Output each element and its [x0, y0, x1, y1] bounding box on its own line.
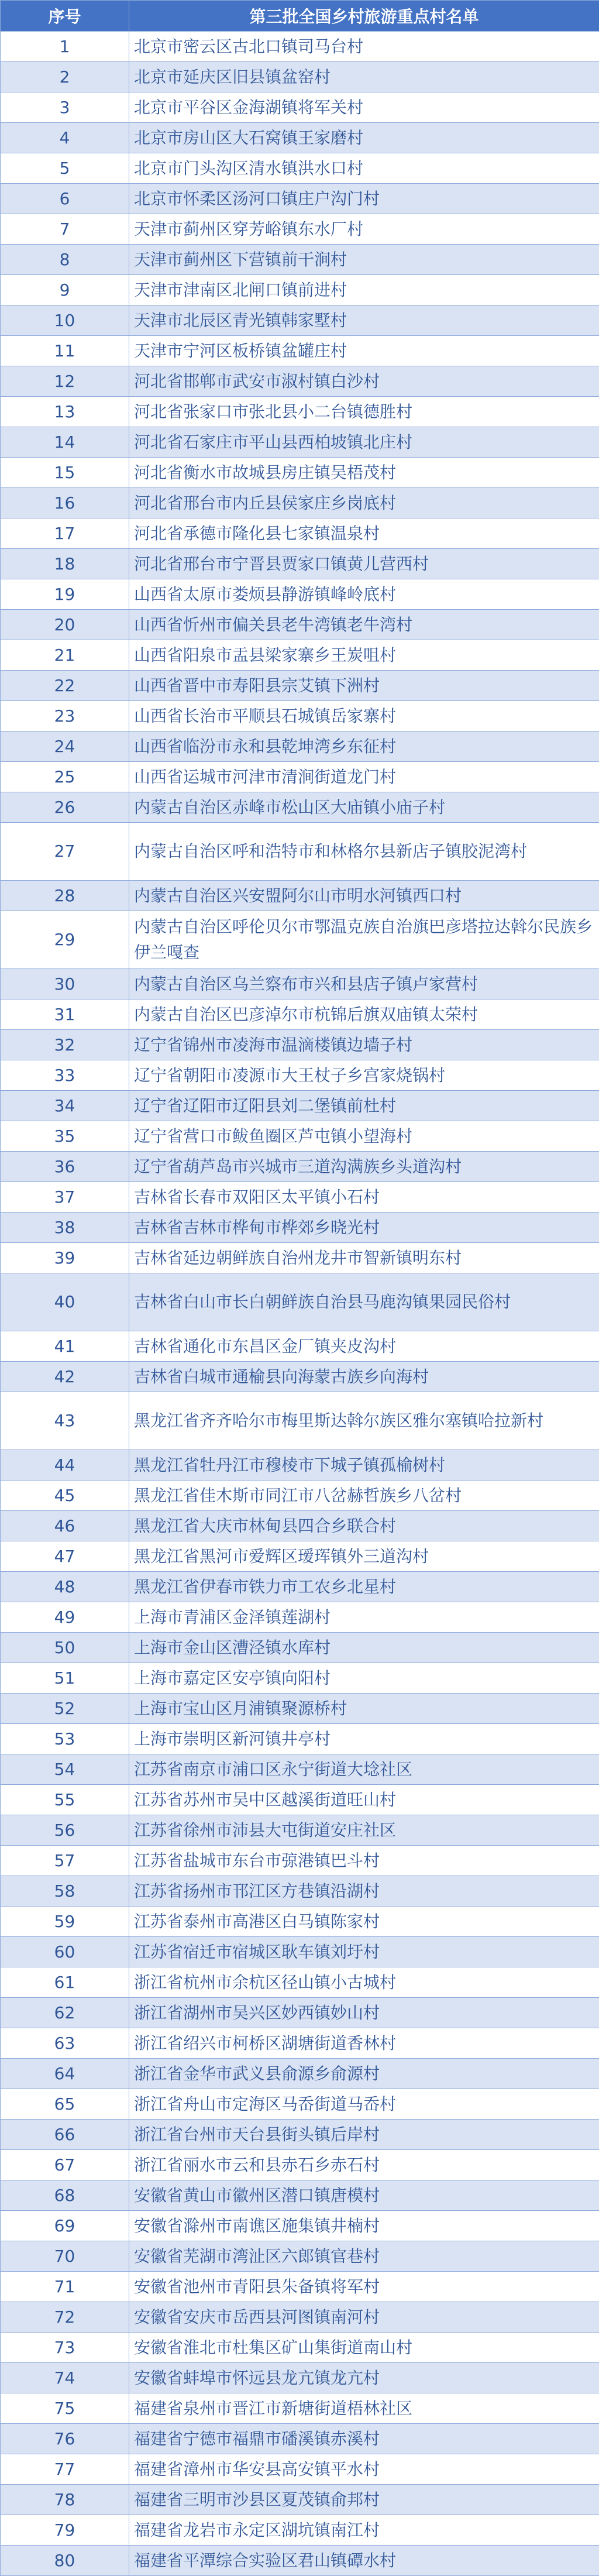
table-row	[1, 1602, 599, 1633]
table-row	[1, 1937, 599, 1967]
table-row	[1, 2333, 599, 2363]
table-row	[1, 1633, 599, 1663]
village-name-cell: 内蒙古自治区呼伦贝尔市鄂温克族自治旗巴彦塔拉达斡尔民族乡伊兰嘎查	[129, 911, 599, 969]
village-name-cell: 安徽省芜湖市湾沚区六郎镇官巷村	[129, 2241, 599, 2272]
serial-number-cell: 55	[1, 1785, 129, 1815]
village-name-cell: 江苏省宿迁市宿城区耿车镇刘圩村	[129, 1937, 599, 1967]
village-name-cell: 安徽省安庆市岳西县河图镇南河村	[129, 2302, 599, 2333]
village-name-cell: 辽宁省锦州市凌海市温滴楼镇边墙子村	[129, 1030, 599, 1060]
table-row	[1, 1213, 599, 1243]
table-row	[1, 2272, 599, 2302]
serial-number-cell: 6	[1, 184, 129, 214]
village-name-cell: 天津市蓟州区穿芳峪镇东水厂村	[129, 214, 599, 245]
serial-number-cell: 4	[1, 123, 129, 153]
village-name-cell: 浙江省绍兴市柯桥区湖塘街道香林村	[129, 2028, 599, 2059]
village-name-cell: 安徽省蚌埠市怀远县龙亢镇龙亢村	[129, 2363, 599, 2393]
serial-number-cell: 52	[1, 1694, 129, 1724]
serial-number-cell: 30	[1, 969, 129, 1000]
village-name-cell: 黑龙江省大庆市林甸县四合乡联合村	[129, 1511, 599, 1541]
serial-number-cell: 68	[1, 2180, 129, 2211]
table-row	[1, 2059, 599, 2089]
table-row	[1, 2089, 599, 2120]
table-row	[1, 397, 599, 427]
table-row	[1, 2546, 599, 2576]
village-name-cell: 江苏省苏州市吴中区越溪街道旺山村	[129, 1785, 599, 1815]
table-row	[1, 1331, 599, 1362]
table-row	[1, 153, 599, 184]
table-row	[1, 1998, 599, 2028]
village-name-cell: 天津市蓟州区下营镇前干涧村	[129, 245, 599, 275]
serial-number-cell: 23	[1, 701, 129, 731]
table-row	[1, 123, 599, 153]
serial-number-cell: 16	[1, 488, 129, 518]
serial-number-cell: 50	[1, 1633, 129, 1663]
village-name-cell: 吉林省白城市通榆县向海蒙古族乡向海村	[129, 1362, 599, 1392]
table-row	[1, 1541, 599, 1572]
village-name-cell: 吉林省白山市长白朝鲜族自治县马鹿沟镇果园民俗村	[129, 1273, 599, 1331]
table-row	[1, 1091, 599, 1121]
serial-number-cell: 22	[1, 671, 129, 701]
table-row	[1, 1907, 599, 1937]
table-row	[1, 2363, 599, 2393]
village-name-cell: 浙江省杭州市余杭区径山镇小古城村	[129, 1967, 599, 1998]
village-name-cell: 黑龙江省黑河市爱辉区瑷珲镇外三道沟村	[129, 1541, 599, 1572]
village-name-cell: 北京市房山区大石窝镇王家磨村	[129, 123, 599, 153]
village-name-cell: 河北省衡水市故城县房庄镇吴梧茂村	[129, 458, 599, 488]
table-row	[1, 2424, 599, 2454]
serial-number-cell: 3	[1, 92, 129, 123]
table-row	[1, 2485, 599, 2515]
serial-number-cell: 42	[1, 1362, 129, 1392]
serial-number-cell: 76	[1, 2424, 129, 2454]
village-name-cell: 安徽省淮北市杜集区矿山集街道南山村	[129, 2333, 599, 2363]
table-row	[1, 671, 599, 701]
serial-number-cell: 38	[1, 1213, 129, 1243]
table-row	[1, 1362, 599, 1392]
serial-number-cell: 37	[1, 1182, 129, 1213]
serial-number-cell: 61	[1, 1967, 129, 1998]
serial-number-cell: 14	[1, 427, 129, 458]
village-name-cell: 河北省邢台市宁晋县贾家口镇黄儿营西村	[129, 549, 599, 579]
table-row	[1, 911, 599, 969]
serial-number-cell: 72	[1, 2302, 129, 2333]
serial-number-cell: 47	[1, 1541, 129, 1572]
serial-number-cell: 15	[1, 458, 129, 488]
table-row	[1, 1060, 599, 1091]
village-name-cell: 天津市宁河区板桥镇盆罐庄村	[129, 336, 599, 366]
serial-number-cell: 57	[1, 1846, 129, 1876]
table-row	[1, 2150, 599, 2180]
village-name-cell: 北京市密云区古北口镇司马台村	[129, 32, 599, 62]
table-row	[1, 1243, 599, 1273]
serial-number-cell: 74	[1, 2363, 129, 2393]
serial-number-cell: 10	[1, 305, 129, 336]
serial-number-cell: 51	[1, 1663, 129, 1694]
serial-number-cell: 17	[1, 518, 129, 549]
table-row	[1, 92, 599, 123]
serial-number-cell: 65	[1, 2089, 129, 2120]
table-body	[1, 32, 599, 2576]
village-name-cell: 天津市津南区北闸口镇前进村	[129, 275, 599, 305]
serial-number-cell: 40	[1, 1273, 129, 1331]
village-name-cell: 辽宁省营口市鲅鱼圈区芦屯镇小望海村	[129, 1121, 599, 1152]
serial-number-cell: 5	[1, 153, 129, 184]
serial-number-cell: 59	[1, 1907, 129, 1937]
serial-number-cell: 13	[1, 397, 129, 427]
table-row	[1, 1273, 599, 1331]
table-row	[1, 427, 599, 458]
village-name-cell: 黑龙江省齐齐哈尔市梅里斯达斡尔族区雅尔塞镇哈拉新村	[129, 1392, 599, 1450]
table-row	[1, 640, 599, 671]
serial-number-cell: 46	[1, 1511, 129, 1541]
serial-number-cell: 2	[1, 62, 129, 92]
village-name-cell: 内蒙古自治区兴安盟阿尔山市明水河镇西口村	[129, 881, 599, 911]
table-row	[1, 2454, 599, 2485]
village-name-cell: 山西省忻州市偏关县老牛湾镇老牛湾村	[129, 610, 599, 640]
serial-number-cell: 80	[1, 2546, 129, 2576]
serial-number-cell: 18	[1, 549, 129, 579]
serial-number-cell: 43	[1, 1392, 129, 1450]
village-name-cell: 内蒙古自治区呼和浩特市和林格尔县新店子镇胶泥湾村	[129, 823, 599, 881]
village-name-cell: 福建省漳州市华安县高安镇平水村	[129, 2454, 599, 2485]
table-row	[1, 2028, 599, 2059]
village-name-cell: 内蒙古自治区巴彦淖尔市杭锦后旗双庙镇太荣村	[129, 1000, 599, 1030]
serial-number-cell: 60	[1, 1937, 129, 1967]
serial-number-cell: 71	[1, 2272, 129, 2302]
table-row	[1, 62, 599, 92]
village-name-cell: 山西省太原市娄烦县静游镇峰岭底村	[129, 579, 599, 610]
serial-number-cell: 75	[1, 2393, 129, 2424]
serial-number-cell: 21	[1, 640, 129, 671]
village-name-cell: 内蒙古自治区乌兰察布市兴和县店子镇卢家营村	[129, 969, 599, 1000]
village-name-cell: 浙江省台州市天台县街头镇后岸村	[129, 2120, 599, 2150]
village-name-cell: 福建省宁德市福鼎市磻溪镇赤溪村	[129, 2424, 599, 2454]
table-row	[1, 549, 599, 579]
table-row	[1, 336, 599, 366]
serial-number-cell: 31	[1, 1000, 129, 1030]
village-name-cell: 北京市门头沟区清水镇洪水口村	[129, 153, 599, 184]
village-name-cell: 黑龙江省伊春市铁力市工农乡北星村	[129, 1572, 599, 1602]
serial-number-cell: 1	[1, 32, 129, 62]
serial-number-cell: 44	[1, 1450, 129, 1481]
serial-number-cell: 56	[1, 1815, 129, 1846]
village-name-cell: 浙江省金华市武义县俞源乡俞源村	[129, 2059, 599, 2089]
table-row	[1, 1152, 599, 1182]
village-name-cell: 河北省邯郸市武安市淑村镇白沙村	[129, 366, 599, 397]
village-name-cell: 吉林省通化市东昌区金厂镇夹皮沟村	[129, 1331, 599, 1362]
serial-number-cell: 64	[1, 2059, 129, 2089]
table-row	[1, 579, 599, 610]
village-name-cell: 上海市崇明区新河镇井亭村	[129, 1724, 599, 1754]
header-list-title: 第三批全国乡村旅游重点村名单	[129, 1, 599, 32]
table-row	[1, 2302, 599, 2333]
serial-number-cell: 67	[1, 2150, 129, 2180]
serial-number-cell: 11	[1, 336, 129, 366]
village-name-cell: 河北省承德市隆化县七家镇温泉村	[129, 518, 599, 549]
header-serial-number: 序号	[1, 1, 129, 32]
serial-number-cell: 69	[1, 2211, 129, 2241]
table-row	[1, 488, 599, 518]
village-name-cell: 上海市金山区漕泾镇水库村	[129, 1633, 599, 1663]
village-name-cell: 上海市青浦区金泽镇莲湖村	[129, 1602, 599, 1633]
table-row	[1, 881, 599, 911]
serial-number-cell: 79	[1, 2515, 129, 2546]
table-row	[1, 792, 599, 823]
table-row	[1, 1846, 599, 1876]
village-name-cell: 北京市平谷区金海湖镇将军关村	[129, 92, 599, 123]
serial-number-cell: 39	[1, 1243, 129, 1273]
table-row	[1, 1724, 599, 1754]
table-row	[1, 1030, 599, 1060]
serial-number-cell: 41	[1, 1331, 129, 1362]
village-name-cell: 北京市延庆区旧县镇盆窑村	[129, 62, 599, 92]
table-row	[1, 2241, 599, 2272]
village-name-cell: 江苏省盐城市东台市弶港镇巴斗村	[129, 1846, 599, 1876]
village-name-cell: 河北省张家口市张北县小二台镇德胜村	[129, 397, 599, 427]
village-name-cell: 河北省邢台市内丘县侯家庄乡岗底村	[129, 488, 599, 518]
table-row	[1, 366, 599, 397]
table-row	[1, 731, 599, 762]
village-name-cell: 吉林省延边朝鲜族自治州龙井市智新镇明东村	[129, 1243, 599, 1273]
village-name-cell: 福建省三明市沙县区夏茂镇俞邦村	[129, 2485, 599, 2515]
village-name-cell: 辽宁省辽阳市辽阳县刘二堡镇前杜村	[129, 1091, 599, 1121]
village-name-cell: 福建省平潭综合实验区君山镇磹水村	[129, 2546, 599, 2576]
village-name-cell: 浙江省丽水市云和县赤石乡赤石村	[129, 2150, 599, 2180]
serial-number-cell: 24	[1, 731, 129, 762]
table-row	[1, 305, 599, 336]
table-header-row	[1, 1, 599, 32]
table-row	[1, 1785, 599, 1815]
table-row	[1, 1511, 599, 1541]
table-row	[1, 1663, 599, 1694]
table-row	[1, 275, 599, 305]
serial-number-cell: 54	[1, 1754, 129, 1785]
village-name-cell: 安徽省黄山市徽州区潜口镇唐模村	[129, 2180, 599, 2211]
table-row	[1, 2180, 599, 2211]
village-name-cell: 山西省临汾市永和县乾坤湾乡东征村	[129, 731, 599, 762]
village-name-cell: 吉林省长春市双阳区太平镇小石村	[129, 1182, 599, 1213]
table-row	[1, 1182, 599, 1213]
village-name-cell: 吉林省吉林市桦甸市桦郊乡晓光村	[129, 1213, 599, 1243]
village-name-cell: 山西省长治市平顺县石城镇岳家寨村	[129, 701, 599, 731]
serial-number-cell: 73	[1, 2333, 129, 2363]
serial-number-cell: 36	[1, 1152, 129, 1182]
table-row	[1, 1000, 599, 1030]
village-name-cell: 内蒙古自治区赤峰市松山区大庙镇小庙子村	[129, 792, 599, 823]
serial-number-cell: 78	[1, 2485, 129, 2515]
table-row	[1, 32, 599, 62]
village-name-cell: 辽宁省朝阳市凌源市大王杖子乡宫家烧锅村	[129, 1060, 599, 1091]
serial-number-cell: 28	[1, 881, 129, 911]
village-name-cell: 天津市北辰区青光镇韩家墅村	[129, 305, 599, 336]
serial-number-cell: 20	[1, 610, 129, 640]
village-name-cell: 安徽省池州市青阳县朱备镇将军村	[129, 2272, 599, 2302]
table-row	[1, 458, 599, 488]
village-name-cell: 北京市怀柔区汤河口镇庄户沟门村	[129, 184, 599, 214]
village-name-cell: 福建省泉州市晋江市新塘街道梧林社区	[129, 2393, 599, 2424]
serial-number-cell: 27	[1, 823, 129, 881]
serial-number-cell: 29	[1, 911, 129, 969]
village-name-cell: 浙江省舟山市定海区马岙街道马岙村	[129, 2089, 599, 2120]
serial-number-cell: 33	[1, 1060, 129, 1091]
serial-number-cell: 9	[1, 275, 129, 305]
serial-number-cell: 12	[1, 366, 129, 397]
table-row	[1, 610, 599, 640]
serial-number-cell: 58	[1, 1876, 129, 1907]
table-row	[1, 1121, 599, 1152]
village-name-cell: 福建省龙岩市永定区湖坑镇南江村	[129, 2515, 599, 2546]
village-name-cell: 山西省晋中市寿阳县宗艾镇下洲村	[129, 671, 599, 701]
table-row	[1, 1967, 599, 1998]
table-row	[1, 1572, 599, 1602]
serial-number-cell: 48	[1, 1572, 129, 1602]
village-name-cell: 山西省运城市河津市清涧街道龙门村	[129, 762, 599, 792]
village-name-cell: 浙江省湖州市吴兴区妙西镇妙山村	[129, 1998, 599, 2028]
village-name-cell: 江苏省南京市浦口区永宁街道大埝社区	[129, 1754, 599, 1785]
table-row	[1, 1694, 599, 1724]
serial-number-cell: 25	[1, 762, 129, 792]
village-name-cell: 江苏省徐州市沛县大屯街道安庄社区	[129, 1815, 599, 1846]
village-name-cell: 辽宁省葫芦岛市兴城市三道沟满族乡头道沟村	[129, 1152, 599, 1182]
serial-number-cell: 7	[1, 214, 129, 245]
village-name-cell: 安徽省滁州市南谯区施集镇井楠村	[129, 2211, 599, 2241]
table-row	[1, 823, 599, 881]
serial-number-cell: 63	[1, 2028, 129, 2059]
serial-number-cell: 77	[1, 2454, 129, 2485]
village-name-cell: 上海市嘉定区安亭镇向阳村	[129, 1663, 599, 1694]
table-row	[1, 1392, 599, 1450]
table-row	[1, 2393, 599, 2424]
serial-number-cell: 26	[1, 792, 129, 823]
table-row	[1, 1754, 599, 1785]
village-name-cell: 上海市宝山区月浦镇聚源桥村	[129, 1694, 599, 1724]
serial-number-cell: 32	[1, 1030, 129, 1060]
village-name-cell: 河北省石家庄市平山县西柏坡镇北庄村	[129, 427, 599, 458]
serial-number-cell: 45	[1, 1481, 129, 1511]
serial-number-cell: 49	[1, 1602, 129, 1633]
village-name-cell: 江苏省泰州市高港区白马镇陈家村	[129, 1907, 599, 1937]
table-row	[1, 214, 599, 245]
table-row	[1, 969, 599, 1000]
table-row	[1, 701, 599, 731]
table-row	[1, 1481, 599, 1511]
serial-number-cell: 62	[1, 1998, 129, 2028]
village-name-cell: 黑龙江省佳木斯市同江市八岔赫哲族乡八岔村	[129, 1481, 599, 1511]
table-row	[1, 762, 599, 792]
table-row	[1, 518, 599, 549]
table-row	[1, 1450, 599, 1481]
serial-number-cell: 19	[1, 579, 129, 610]
village-name-cell: 江苏省扬州市邗江区方巷镇沿湖村	[129, 1876, 599, 1907]
serial-number-cell: 35	[1, 1121, 129, 1152]
serial-number-cell: 66	[1, 2120, 129, 2150]
table-row	[1, 1876, 599, 1907]
serial-number-cell: 70	[1, 2241, 129, 2272]
table-row	[1, 2211, 599, 2241]
serial-number-cell: 8	[1, 245, 129, 275]
table-row	[1, 1815, 599, 1846]
serial-number-cell: 53	[1, 1724, 129, 1754]
village-name-cell: 黑龙江省牡丹江市穆棱市下城子镇孤榆树村	[129, 1450, 599, 1481]
table-row	[1, 2515, 599, 2546]
table-row	[1, 2120, 599, 2150]
table-row	[1, 184, 599, 214]
table-row	[1, 245, 599, 275]
village-name-cell: 山西省阳泉市盂县梁家寨乡王炭咀村	[129, 640, 599, 671]
serial-number-cell: 34	[1, 1091, 129, 1121]
